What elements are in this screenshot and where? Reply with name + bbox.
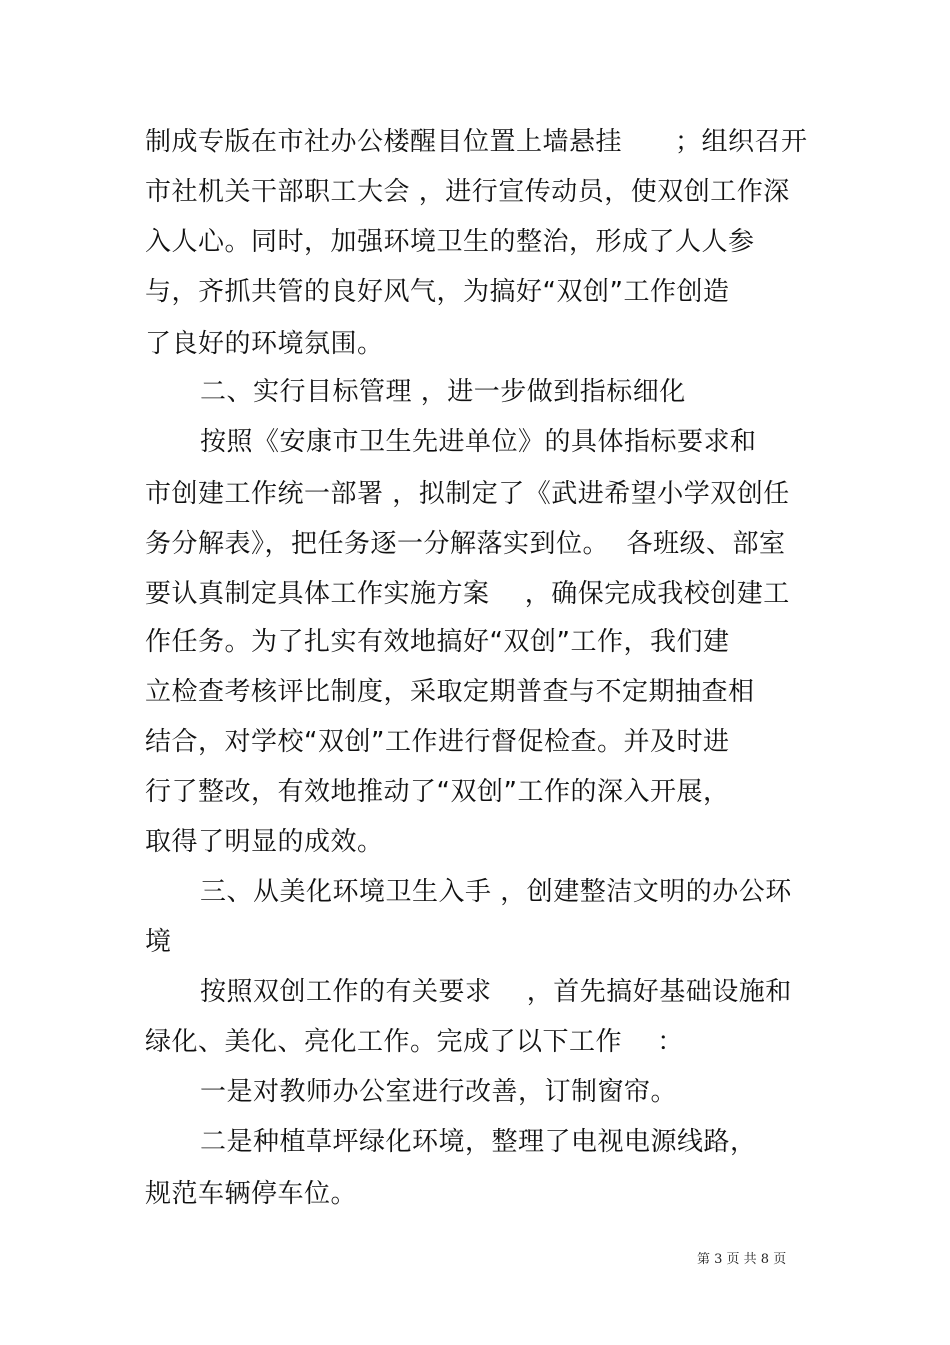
paragraph-line: 按照双创工作的有关要求 ，首先搞好基础设施和 [200,977,792,1007]
section-heading: 二、实行目标管理 ，进一步做到指标细化 [200,377,686,407]
paragraph-line: 要认真制定具体工作实施方案 ，确保完成我校创建工 [145,579,790,609]
paragraph-line: 立检查考核评比制度，采取定期普查与不定期抽查相 [145,677,755,707]
paragraph-line: 绿化、美化、亮化工作。完成了以下工作 ： [145,1027,684,1057]
paragraph-line: 入人心。同时，加强环境卫生的整治，形成了人人参 [145,227,755,257]
paragraph-line: 行了整改，有效地推动了“双创”工作的深入开展， [145,777,730,807]
list-item: 二是种植草坪绿化环境，整理了电视电源线路， [200,1127,757,1157]
paragraph-line: 制成专版在市社办公楼醒目位置上墙悬挂 ；组织召开 [145,127,808,157]
list-item: 一是对教师办公室进行改善，订制窗帘。 [200,1077,678,1107]
paragraph-line: 取得了明显的成效。 [145,827,384,857]
paragraph-line: 了良好的环境氛围。 [145,329,384,359]
paragraph-line: 按照《安康市卫生先进单位》的具体指标要求和 [200,427,757,457]
section-heading: 三、从美化环境卫生入手 ，创建整洁文明的办公环 [200,877,792,907]
paragraph-line: 与，齐抓共管的良好风气，为搞好“双创”工作创造 [145,277,730,307]
page-number: 第 3 页 共 8 页 [697,1252,787,1267]
paragraph-line: 务分解表》，把任务逐一分解落实到位。 各班级、部室 [145,529,786,559]
paragraph-line: 结合，对学校“双创”工作进行督促检查。并及时进 [145,727,730,757]
paragraph-line: 规范车辆停车位。 [145,1179,358,1209]
section-heading-continued: 境 [145,927,172,957]
paragraph-line: 市创建工作统一部署 ，拟制定了《武进希望小学双创任 [145,479,790,509]
paragraph-line: 市社机关干部职工大会 ，进行宣传动员，使双创工作深 [145,177,790,207]
paragraph-line: 作任务。为了扎实有效地搞好“双创”工作，我们建 [145,627,730,657]
